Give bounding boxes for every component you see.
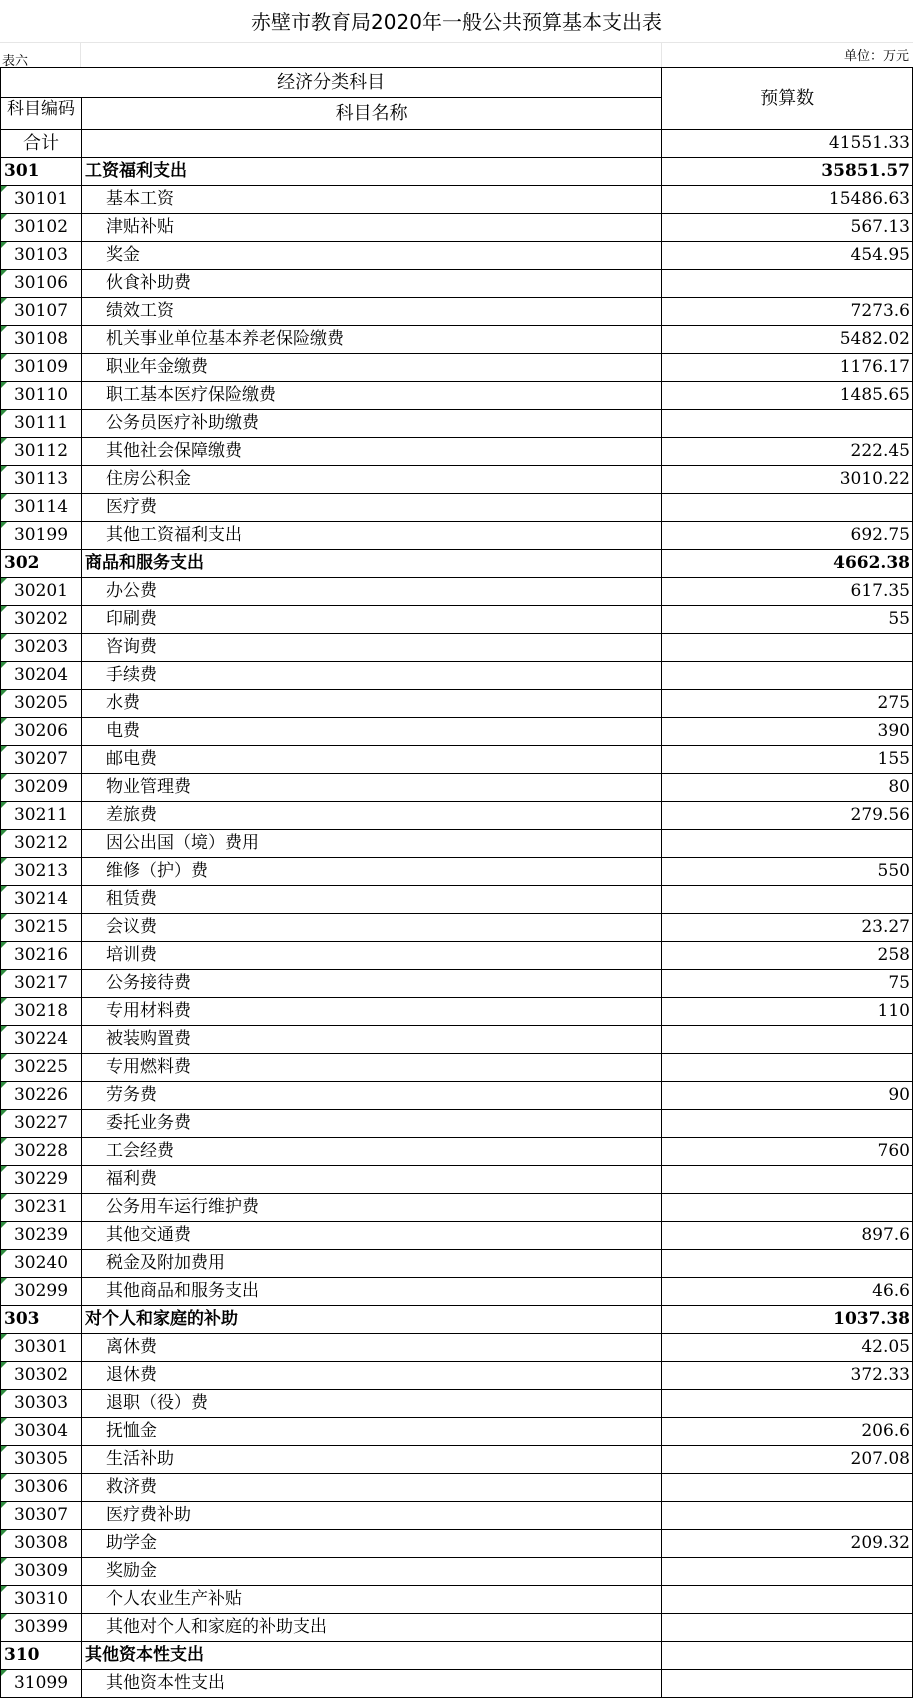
cell-name: 其他资本性支出 (81, 1670, 661, 1698)
category-row (1, 550, 913, 578)
cell-amount: 42.05 (662, 1334, 913, 1362)
cell-amount: 55 (662, 606, 913, 634)
cell-name: 水费 (81, 690, 661, 718)
cell-code: 30212 (1, 830, 82, 858)
table-number-label: 表六 (2, 54, 29, 69)
cell-amount: 279.56 (662, 802, 913, 830)
header-economic-category: 经济分类科目 (1, 68, 662, 98)
table-row (1, 326, 913, 354)
table-row (1, 242, 913, 270)
cell-code: 30225 (1, 1054, 82, 1082)
unit-label: 单位：万元 (843, 49, 909, 64)
cell-amount (662, 1054, 913, 1082)
cell-name: 邮电费 (81, 746, 661, 774)
cell-code: 30303 (1, 1390, 82, 1418)
table-row (1, 438, 913, 466)
cell-name: 被装购置费 (81, 1026, 661, 1054)
table-row (1, 746, 913, 774)
cell-name: 商品和服务支出 (81, 550, 661, 578)
cell-code: 30218 (1, 998, 82, 1026)
cell-name: 因公出国（境）费用 (81, 830, 661, 858)
cell-amount: 155 (662, 746, 913, 774)
cell-code: 30101 (1, 186, 82, 214)
cell-code: 30240 (1, 1250, 82, 1278)
cell-code: 30201 (1, 578, 82, 606)
cell-name: 其他对个人和家庭的补助支出 (81, 1614, 661, 1642)
cell-code: 30113 (1, 466, 82, 494)
cell-name: 福利费 (81, 1166, 661, 1194)
cell-code: 30202 (1, 606, 82, 634)
cell-code: 30228 (1, 1138, 82, 1166)
cell-amount: 222.45 (662, 438, 913, 466)
total-row (1, 130, 913, 158)
cell-name: 专用燃料费 (81, 1054, 661, 1082)
cell-name: 离休费 (81, 1334, 661, 1362)
table-row (1, 1222, 913, 1250)
cell-name: 职业年金缴费 (81, 354, 661, 382)
table-row (1, 690, 913, 718)
cell-amount: 80 (662, 774, 913, 802)
table-row (1, 1670, 913, 1698)
cell-name: 退职（役）费 (81, 1390, 661, 1418)
cell-name: 税金及附加费用 (81, 1250, 661, 1278)
cell-amount (662, 1558, 913, 1586)
table-row (1, 522, 913, 550)
cell-amount (662, 634, 913, 662)
cell-code: 30217 (1, 970, 82, 998)
cell-name: 手续费 (81, 662, 661, 690)
cell-name: 公务接待费 (81, 970, 661, 998)
cell-amount (662, 270, 913, 298)
table-row (1, 858, 913, 886)
cell-code: 30302 (1, 1362, 82, 1390)
cell-name: 绩效工资 (81, 298, 661, 326)
cell-amount (662, 1614, 913, 1642)
cell-code: 30216 (1, 942, 82, 970)
cell-name: 维修（护）费 (81, 858, 661, 886)
table-row (1, 1250, 913, 1278)
table-row (1, 1502, 913, 1530)
cell-code: 30301 (1, 1334, 82, 1362)
table-meta-row (0, 42, 913, 68)
cell-amount: 372.33 (662, 1362, 913, 1390)
cell-amount: 567.13 (662, 214, 913, 242)
table-row (1, 1418, 913, 1446)
cell-name: 公务员医疗补助缴费 (81, 410, 661, 438)
cell-code: 30399 (1, 1614, 82, 1642)
cell-code: 30108 (1, 326, 82, 354)
table-row (1, 214, 913, 242)
table-row (1, 914, 913, 942)
cell-amount (662, 1586, 913, 1614)
cell-code: 30307 (1, 1502, 82, 1530)
table-row (1, 494, 913, 522)
cell-amount: 23.27 (662, 914, 913, 942)
cell-code: 30103 (1, 242, 82, 270)
cell-amount (662, 1166, 913, 1194)
cell-code: 30107 (1, 298, 82, 326)
table-row (1, 1166, 913, 1194)
cell-code: 30310 (1, 1586, 82, 1614)
table-row (1, 1586, 913, 1614)
cell-code: 30239 (1, 1222, 82, 1250)
cell-amount: 1176.17 (662, 354, 913, 382)
table-row (1, 466, 913, 494)
cell-amount: 35851.57 (662, 158, 913, 186)
table-row (1, 1278, 913, 1306)
cell-code: 30226 (1, 1082, 82, 1110)
table-row (1, 1390, 913, 1418)
table-row (1, 354, 913, 382)
table-row (1, 942, 913, 970)
cell-code: 30224 (1, 1026, 82, 1054)
cell-amount: 760 (662, 1138, 913, 1166)
cell-name: 其他资本性支出 (81, 1642, 661, 1670)
table-row (1, 1054, 913, 1082)
cell-amount: 454.95 (662, 242, 913, 270)
table-row (1, 186, 913, 214)
table-row (1, 1362, 913, 1390)
table-row (1, 774, 913, 802)
cell-code: 30109 (1, 354, 82, 382)
cell-code: 30229 (1, 1166, 82, 1194)
budget-table (0, 67, 913, 1698)
cell-name: 职工基本医疗保险缴费 (81, 382, 661, 410)
cell-code: 30309 (1, 1558, 82, 1586)
cell-name: 差旅费 (81, 802, 661, 830)
cell-code: 31099 (1, 1670, 82, 1698)
cell-amount (662, 1474, 913, 1502)
table-row (1, 998, 913, 1026)
cell-name: 机关事业单位基本养老保险缴费 (81, 326, 661, 354)
cell-amount (662, 1110, 913, 1138)
cell-amount: 258 (662, 942, 913, 970)
category-row (1, 1642, 913, 1670)
cell-name (81, 130, 661, 158)
cell-name: 生活补助 (81, 1446, 661, 1474)
category-row (1, 1306, 913, 1334)
cell-amount: 1485.65 (662, 382, 913, 410)
cell-amount: 692.75 (662, 522, 913, 550)
cell-amount: 390 (662, 718, 913, 746)
cell-code: 30203 (1, 634, 82, 662)
cell-name: 工资福利支出 (81, 158, 661, 186)
cell-name: 租赁费 (81, 886, 661, 914)
header-name: 科目名称 (81, 98, 661, 130)
cell-code: 30111 (1, 410, 82, 438)
table-row (1, 1334, 913, 1362)
cell-name: 医疗费 (81, 494, 661, 522)
cell-amount (662, 830, 913, 858)
cell-code: 30205 (1, 690, 82, 718)
cell-amount (662, 886, 913, 914)
cell-code: 30114 (1, 494, 82, 522)
cell-amount: 7273.6 (662, 298, 913, 326)
cell-code: 30102 (1, 214, 82, 242)
cell-amount: 275 (662, 690, 913, 718)
cell-amount: 206.6 (662, 1418, 913, 1446)
cell-name: 奖励金 (81, 1558, 661, 1586)
table-row (1, 1446, 913, 1474)
cell-amount: 15486.63 (662, 186, 913, 214)
cell-name: 退休费 (81, 1362, 661, 1390)
cell-amount (662, 494, 913, 522)
cell-amount (662, 1194, 913, 1222)
cell-name: 住房公积金 (81, 466, 661, 494)
cell-amount: 207.08 (662, 1446, 913, 1474)
cell-name: 工会经费 (81, 1138, 661, 1166)
table-row (1, 270, 913, 298)
cell-code: 30308 (1, 1530, 82, 1558)
table-row (1, 410, 913, 438)
table-row (1, 1110, 913, 1138)
cell-amount: 897.6 (662, 1222, 913, 1250)
cell-amount: 3010.22 (662, 466, 913, 494)
cell-name: 基本工资 (81, 186, 661, 214)
cell-amount: 90 (662, 1082, 913, 1110)
cell-code: 30306 (1, 1474, 82, 1502)
cell-code: 301 (1, 158, 82, 186)
table-row (1, 298, 913, 326)
cell-name: 办公费 (81, 578, 661, 606)
header-code: 科目编码 (1, 98, 82, 130)
cell-amount: 209.32 (662, 1530, 913, 1558)
cell-code: 30211 (1, 802, 82, 830)
cell-amount (662, 1026, 913, 1054)
cell-amount: 617.35 (662, 578, 913, 606)
cell-name: 个人农业生产补贴 (81, 1586, 661, 1614)
cell-amount (662, 1670, 913, 1698)
table-row (1, 1138, 913, 1166)
cell-name: 专用材料费 (81, 998, 661, 1026)
cell-code: 30305 (1, 1446, 82, 1474)
cell-amount: 4662.38 (662, 550, 913, 578)
cell-code: 30227 (1, 1110, 82, 1138)
table-row (1, 1082, 913, 1110)
table-row (1, 1194, 913, 1222)
cell-code: 30231 (1, 1194, 82, 1222)
table-row (1, 1614, 913, 1642)
cell-name: 印刷费 (81, 606, 661, 634)
cell-amount (662, 1502, 913, 1530)
cell-amount: 550 (662, 858, 913, 886)
category-row (1, 158, 913, 186)
cell-name: 对个人和家庭的补助 (81, 1306, 661, 1334)
cell-name: 其他商品和服务支出 (81, 1278, 661, 1306)
table-row (1, 970, 913, 998)
grid-line (661, 42, 662, 68)
table-row (1, 1026, 913, 1054)
cell-code: 30206 (1, 718, 82, 746)
header-amount: 预算数 (662, 68, 913, 130)
cell-amount: 41551.33 (662, 130, 913, 158)
cell-name: 奖金 (81, 242, 661, 270)
cell-code: 30110 (1, 382, 82, 410)
cell-code: 合计 (1, 130, 82, 158)
cell-code: 30209 (1, 774, 82, 802)
cell-name: 委托业务费 (81, 1110, 661, 1138)
cell-code: 302 (1, 550, 82, 578)
cell-code: 30207 (1, 746, 82, 774)
table-title: 赤壁市教育局2020年一般公共预算基本支出表 (251, 10, 662, 34)
cell-name: 助学金 (81, 1530, 661, 1558)
cell-name: 伙食补助费 (81, 270, 661, 298)
cell-name: 医疗费补助 (81, 1502, 661, 1530)
cell-name: 其他工资福利支出 (81, 522, 661, 550)
cell-code: 30299 (1, 1278, 82, 1306)
cell-code: 30304 (1, 1418, 82, 1446)
table-row (1, 886, 913, 914)
grid-line (0, 42, 913, 43)
cell-code: 30215 (1, 914, 82, 942)
budget-table-body (1, 68, 913, 1698)
header-row-top (1, 68, 913, 98)
table-row (1, 830, 913, 858)
cell-code: 30214 (1, 886, 82, 914)
table-row (1, 634, 913, 662)
cell-code: 303 (1, 1306, 82, 1334)
cell-amount (662, 1250, 913, 1278)
table-row (1, 578, 913, 606)
cell-code: 310 (1, 1642, 82, 1670)
cell-amount: 75 (662, 970, 913, 998)
cell-amount: 1037.38 (662, 1306, 913, 1334)
cell-code: 30106 (1, 270, 82, 298)
cell-name: 津贴补贴 (81, 214, 661, 242)
cell-name: 培训费 (81, 942, 661, 970)
table-row (1, 718, 913, 746)
cell-amount (662, 662, 913, 690)
cell-amount: 110 (662, 998, 913, 1026)
cell-name: 其他交通费 (81, 1222, 661, 1250)
cell-name: 会议费 (81, 914, 661, 942)
table-row (1, 662, 913, 690)
cell-code: 30213 (1, 858, 82, 886)
table-row (1, 802, 913, 830)
table-row (1, 1530, 913, 1558)
table-row (1, 1558, 913, 1586)
cell-code: 30112 (1, 438, 82, 466)
cell-name: 救济费 (81, 1474, 661, 1502)
cell-name: 其他社会保障缴费 (81, 438, 661, 466)
cell-amount (662, 1642, 913, 1670)
cell-name: 电费 (81, 718, 661, 746)
cell-name: 公务用车运行维护费 (81, 1194, 661, 1222)
cell-amount (662, 1390, 913, 1418)
cell-code: 30204 (1, 662, 82, 690)
cell-name: 劳务费 (81, 1082, 661, 1110)
cell-code: 30199 (1, 522, 82, 550)
table-row (1, 382, 913, 410)
cell-name: 抚恤金 (81, 1418, 661, 1446)
cell-amount: 5482.02 (662, 326, 913, 354)
grid-line (80, 42, 81, 68)
cell-amount: 46.6 (662, 1278, 913, 1306)
cell-name: 物业管理费 (81, 774, 661, 802)
cell-amount (662, 410, 913, 438)
table-row (1, 1474, 913, 1502)
table-row (1, 606, 913, 634)
cell-name: 咨询费 (81, 634, 661, 662)
